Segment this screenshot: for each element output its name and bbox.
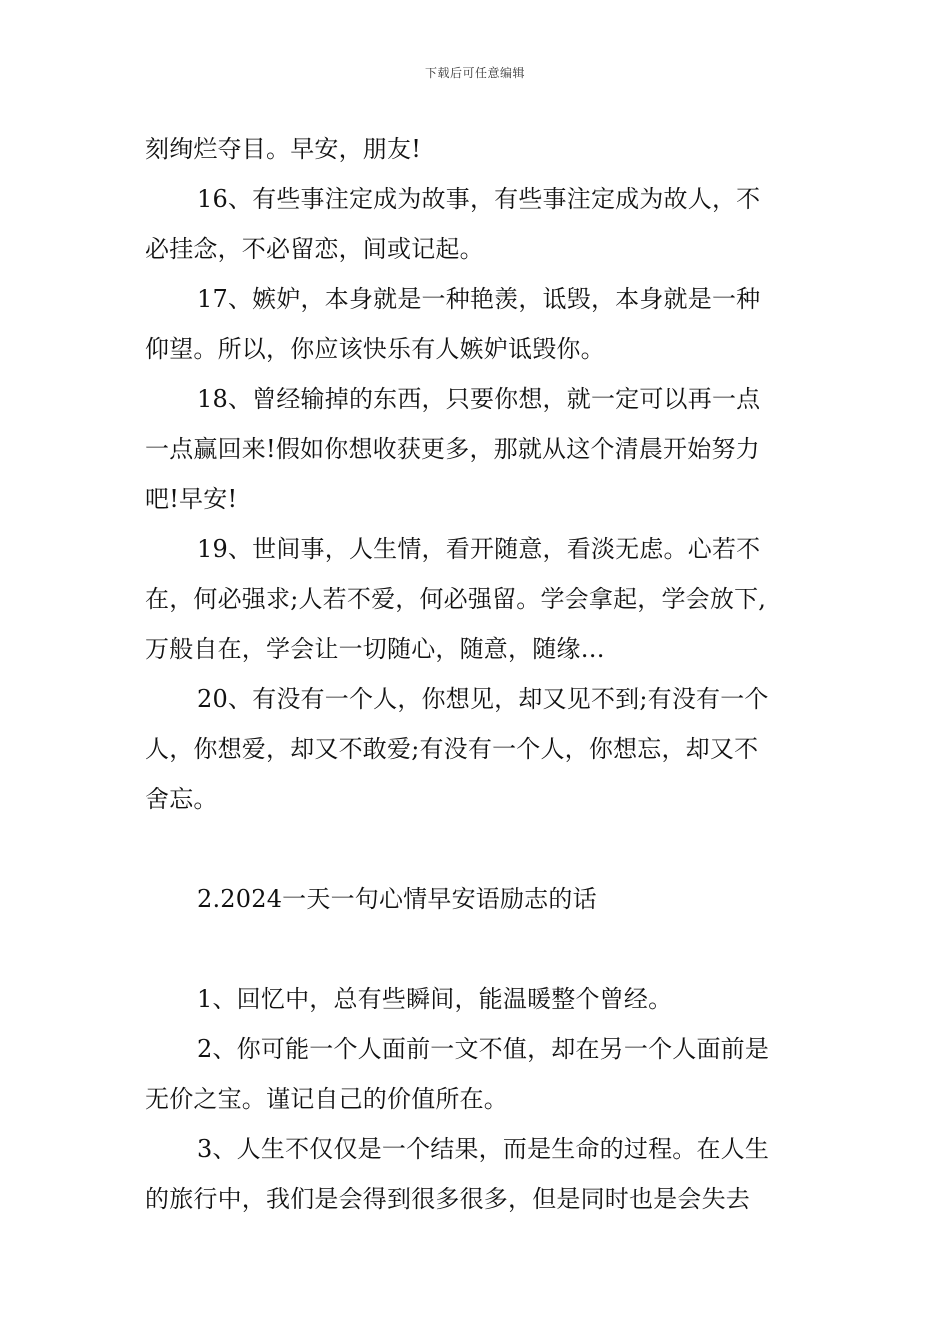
- paragraph-18-line-1: 18、曾经输掉的东西，只要你想，就一定可以再一点: [197, 385, 761, 413]
- item-3-line-1: 3、人生不仅仅是一个结果，而是生命的过程。在人生: [197, 1135, 770, 1163]
- section-spacer: [145, 924, 810, 974]
- paragraph-17-line-2: 仰望。所以，你应该快乐有人嫉妒诋毁你。: [145, 335, 605, 363]
- paragraph-16-line-2: 必挂念，不必留恋，间或记起。: [145, 235, 484, 263]
- paragraph-19-line-1: 19、世间事，人生情，看开随意，看淡无虑。心若不: [197, 535, 761, 563]
- text-line: 刻绚烂夺目。早安，朋友!: [145, 135, 422, 163]
- document-body: [145, 124, 810, 1224]
- item-2-line-2: 无价之宝。谨记自己的价值所在。: [145, 1085, 508, 1113]
- paragraph-18-line-3: 吧!早安!: [145, 485, 238, 513]
- paragraph-20-line-1: 20、有没有一个人，你想见，却又见不到;有没有一个: [197, 685, 769, 713]
- item-3-line-2: 的旅行中，我们是会得到很多很多，但是同时也是会失去: [145, 1185, 750, 1213]
- paragraph-18-line-2: 一点赢回来!假如你想收获更多，那就从这个清晨开始努力: [145, 435, 760, 463]
- paragraph-20-line-3: 舍忘。: [145, 785, 218, 813]
- paragraph-20-line-2: 人，你想爱，却又不敢爱;有没有一个人，你想忘，却又不: [145, 735, 759, 763]
- item-1-line-1: 1、回忆中，总有些瞬间，能温暖整个曾经。: [197, 985, 673, 1013]
- paragraph-19-line-2: 在，何必强求;人若不爱，何必强留。学会拿起，学会放下,: [145, 585, 767, 613]
- paragraph-19-line-3: 万般自在，学会让一切随心，随意，随缘…: [145, 635, 605, 663]
- page-header: 下载后可任意编辑: [424, 66, 525, 80]
- section-heading: 2.2024一天一句心情早安语励志的话: [197, 885, 597, 913]
- paragraph-17-line-1: 17、嫉妒，本身就是一种艳羡，诋毁，本身就是一种: [197, 285, 761, 313]
- item-2-line-1: 2、你可能一个人面前一文不值，却在另一个人面前是: [197, 1035, 770, 1063]
- section-spacer: [145, 824, 810, 874]
- paragraph-16-line-1: 16、有些事注定成为故事，有些事注定成为故人，不: [197, 185, 761, 213]
